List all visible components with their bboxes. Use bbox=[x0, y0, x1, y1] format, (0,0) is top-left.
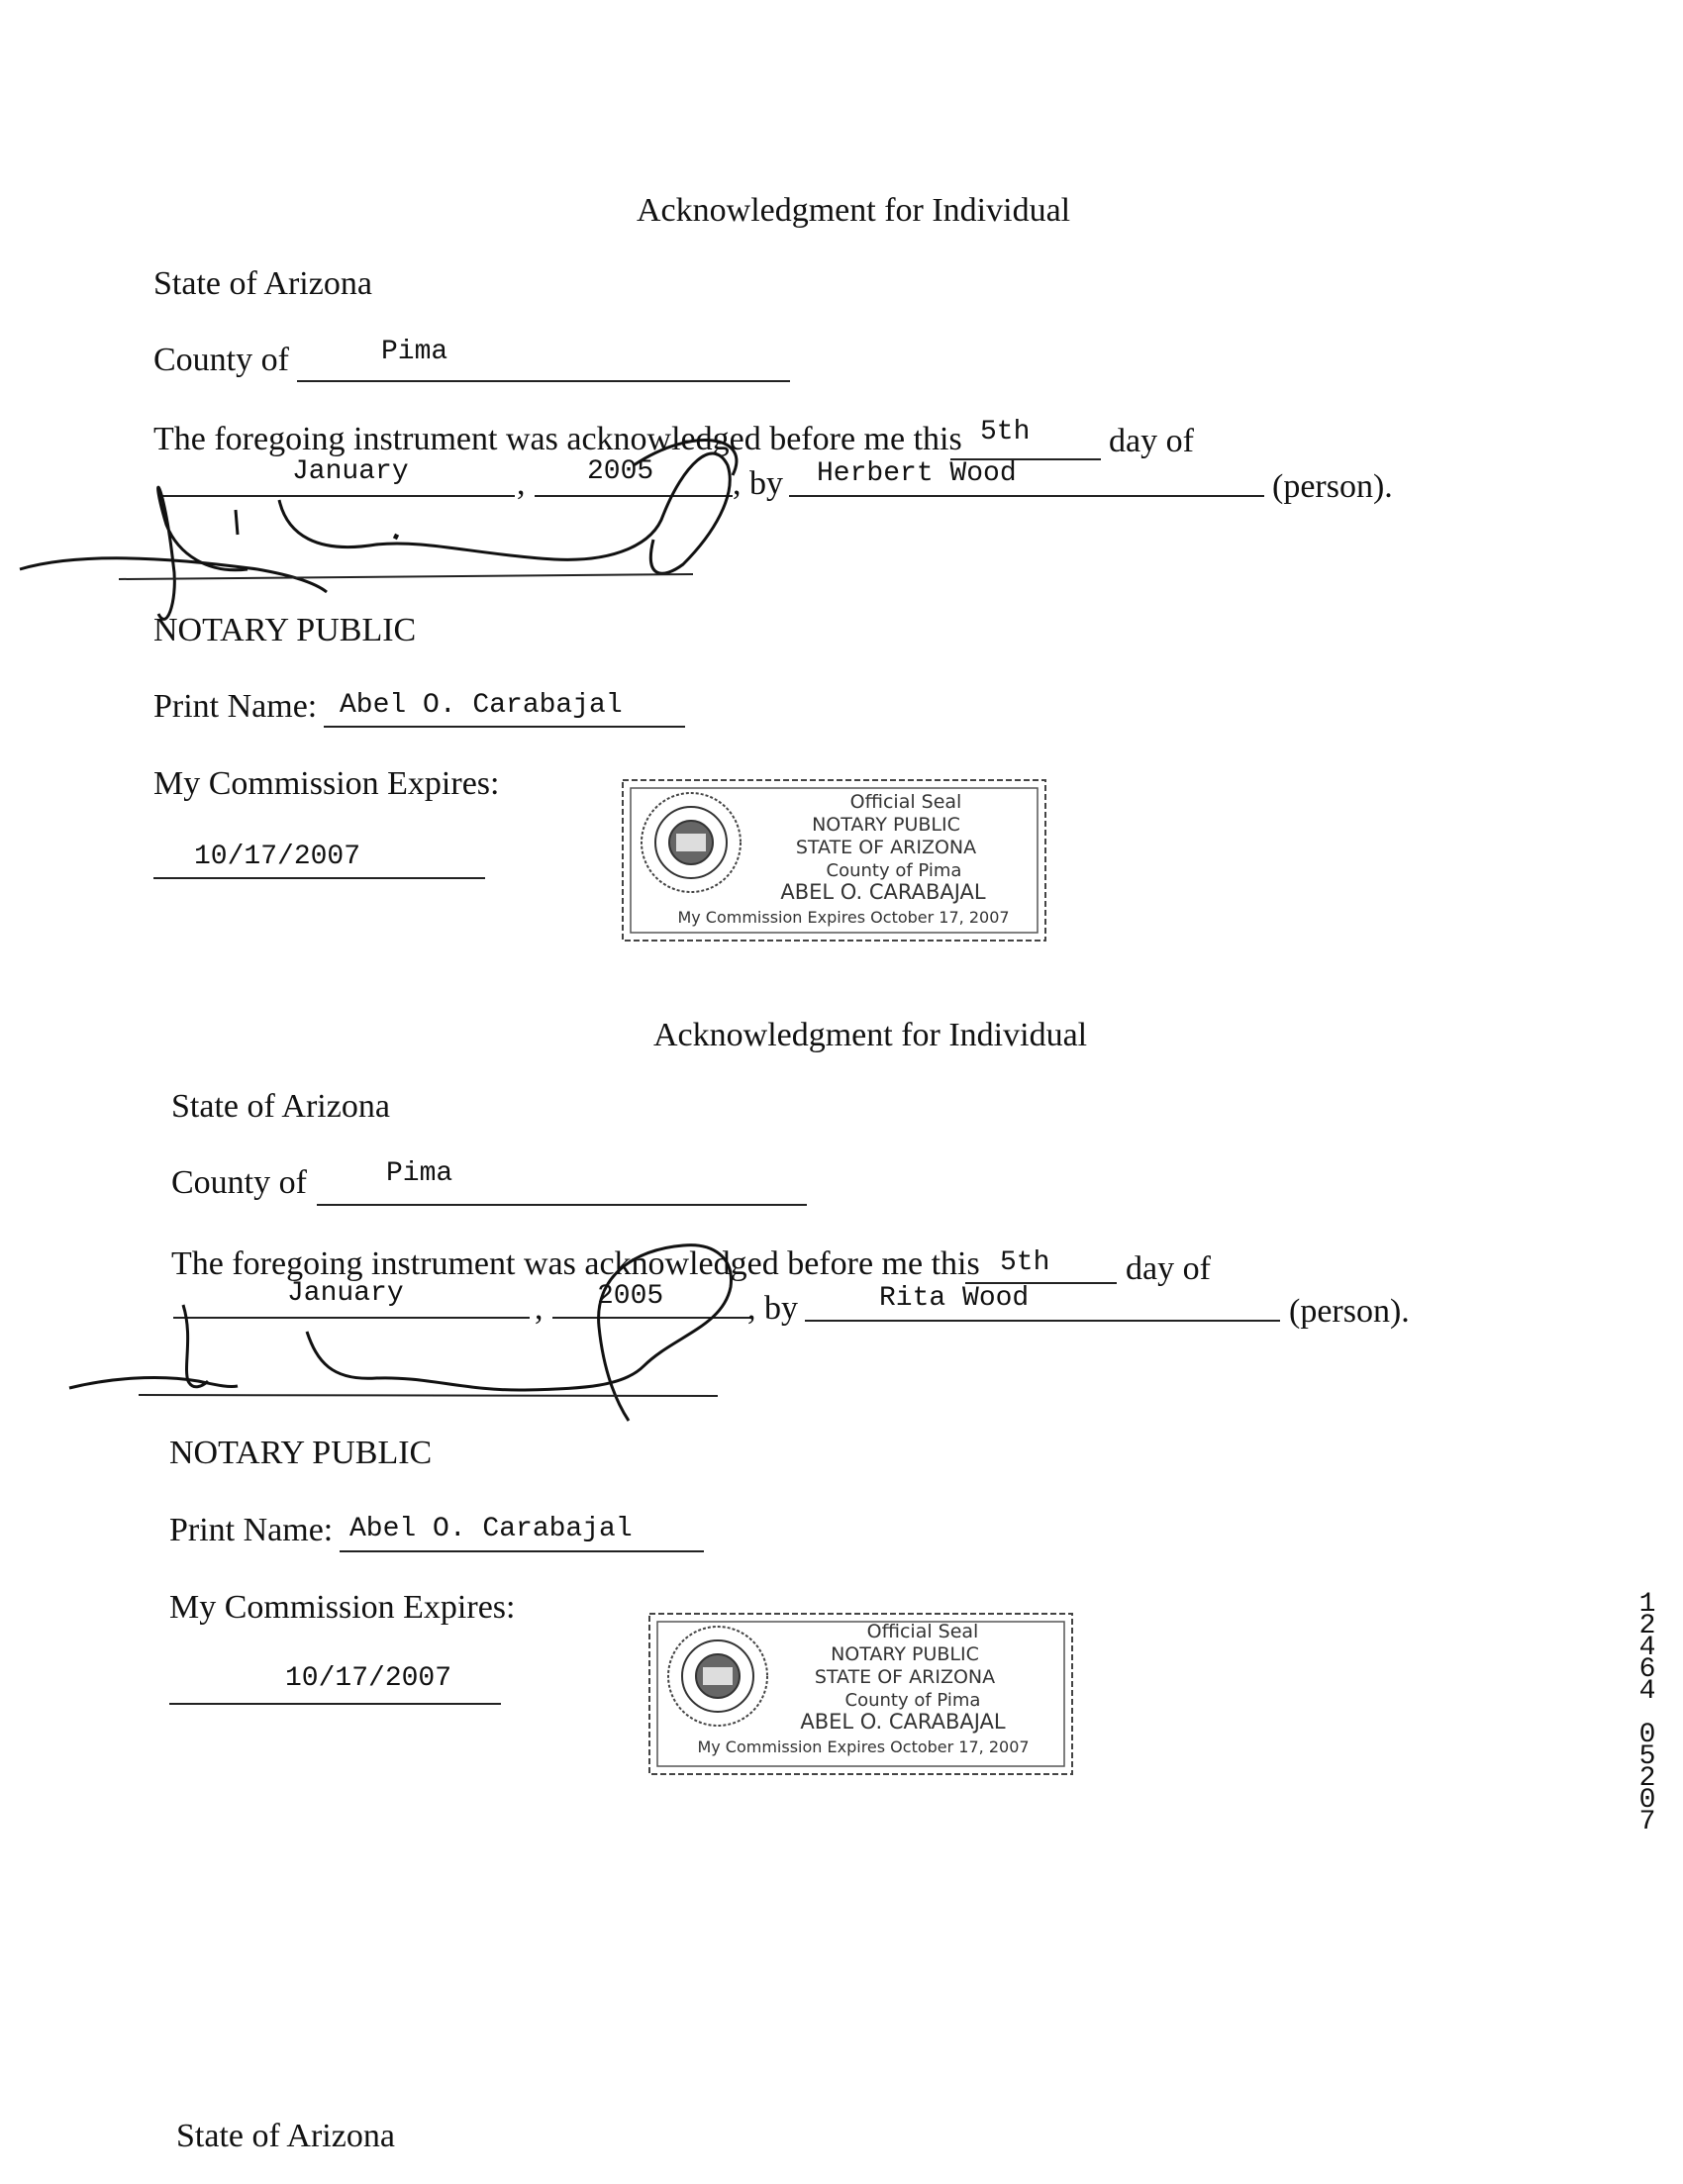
seal-line-6: My Commission Expires October 17, 2007 bbox=[697, 1737, 1030, 1756]
comma: , bbox=[517, 465, 526, 502]
footer-state-label: State of Arizona bbox=[176, 2118, 395, 2154]
state-label: State of Arizona bbox=[153, 265, 372, 302]
acknowledgment-sentence: The foregoing instrument was acknowledged before me this bbox=[171, 1245, 980, 1282]
document-number-digit: 6 bbox=[1638, 1654, 1656, 1685]
commission-label: My Commission Expires: bbox=[169, 1589, 516, 1626]
seal-line-3: STATE OF ARIZONA bbox=[795, 837, 977, 858]
print-name-value: Abel O. Carabajal bbox=[340, 690, 623, 721]
by-label: , by bbox=[733, 465, 783, 502]
commission-value: 10/17/2007 bbox=[194, 842, 361, 872]
seal-line-2: NOTARY PUBLIC bbox=[831, 1643, 979, 1665]
year-value: 2005 bbox=[587, 456, 654, 487]
print-name-label: Print Name: bbox=[153, 688, 318, 725]
print-name-value: Abel O. Carabajal bbox=[349, 1514, 633, 1544]
county-label: County of bbox=[153, 342, 289, 378]
person-suffix: (person). bbox=[1272, 468, 1393, 505]
county-value: Pima bbox=[386, 1158, 453, 1189]
month-value: January bbox=[287, 1278, 404, 1309]
day-value: 5th bbox=[980, 417, 1031, 447]
notary-public-label: NOTARY PUBLIC bbox=[153, 612, 417, 648]
print-name-underline bbox=[340, 1550, 704, 1552]
seal-line-4: County of Pima bbox=[826, 860, 962, 881]
document-number bbox=[1635, 1589, 1659, 1837]
commission-value: 10/17/2007 bbox=[285, 1663, 452, 1694]
by-label: , by bbox=[747, 1290, 798, 1327]
document-number-digit: 4 bbox=[1638, 1633, 1656, 1663]
document-number-digit: 5 bbox=[1638, 1741, 1656, 1772]
person-suffix: (person). bbox=[1289, 1293, 1410, 1330]
document-number-digit: 1 bbox=[1638, 1589, 1656, 1620]
person-value: Rita Wood bbox=[879, 1283, 1030, 1314]
seal-line-1: Official Seal bbox=[849, 791, 962, 813]
commission-label: My Commission Expires: bbox=[153, 765, 500, 802]
seal-line-2: NOTARY PUBLIC bbox=[812, 814, 960, 836]
seal-line-6: My Commission Expires October 17, 2007 bbox=[677, 908, 1010, 927]
state-label: State of Arizona bbox=[171, 1088, 390, 1125]
acknowledgment-title: Acknowledgment for Individual bbox=[653, 1017, 1088, 1053]
commission-underline bbox=[169, 1703, 501, 1705]
notary-seal bbox=[645, 1610, 1076, 1778]
comma: , bbox=[535, 1290, 544, 1327]
day-value: 5th bbox=[1000, 1247, 1050, 1278]
person-value: Herbert Wood bbox=[817, 458, 1017, 489]
county-value: Pima bbox=[381, 337, 448, 367]
document-number-digit: 7 bbox=[1638, 1807, 1656, 1837]
month-value: January bbox=[292, 456, 409, 487]
document-number-digit: 2 bbox=[1638, 1763, 1656, 1794]
seal-line-1: Official Seal bbox=[866, 1621, 979, 1642]
seal-line-5: ABEL O. CARABAJAL bbox=[780, 880, 986, 904]
document-number-digit: 2 bbox=[1638, 1611, 1656, 1641]
seal-line-5: ABEL O. CARABAJAL bbox=[800, 1710, 1006, 1734]
year-value: 2005 bbox=[597, 1281, 664, 1312]
document-number-digit: 0 bbox=[1638, 1720, 1656, 1750]
day-of-label: day of bbox=[1126, 1250, 1211, 1287]
document-number-digit: 4 bbox=[1638, 1676, 1656, 1707]
seal-line-3: STATE OF ARIZONA bbox=[814, 1666, 996, 1688]
county-label: County of bbox=[171, 1164, 307, 1201]
print-name-label: Print Name: bbox=[169, 1512, 334, 1548]
document-number-digit: 0 bbox=[1638, 1785, 1656, 1816]
acknowledgment-sentence: The foregoing instrument was acknowledged before me this bbox=[153, 421, 962, 457]
notary-public-label: NOTARY PUBLIC bbox=[169, 1435, 433, 1471]
acknowledgment-title: Acknowledgment for Individual bbox=[637, 192, 1071, 229]
seal-line-4: County of Pima bbox=[844, 1690, 981, 1711]
day-of-label: day of bbox=[1109, 423, 1194, 459]
